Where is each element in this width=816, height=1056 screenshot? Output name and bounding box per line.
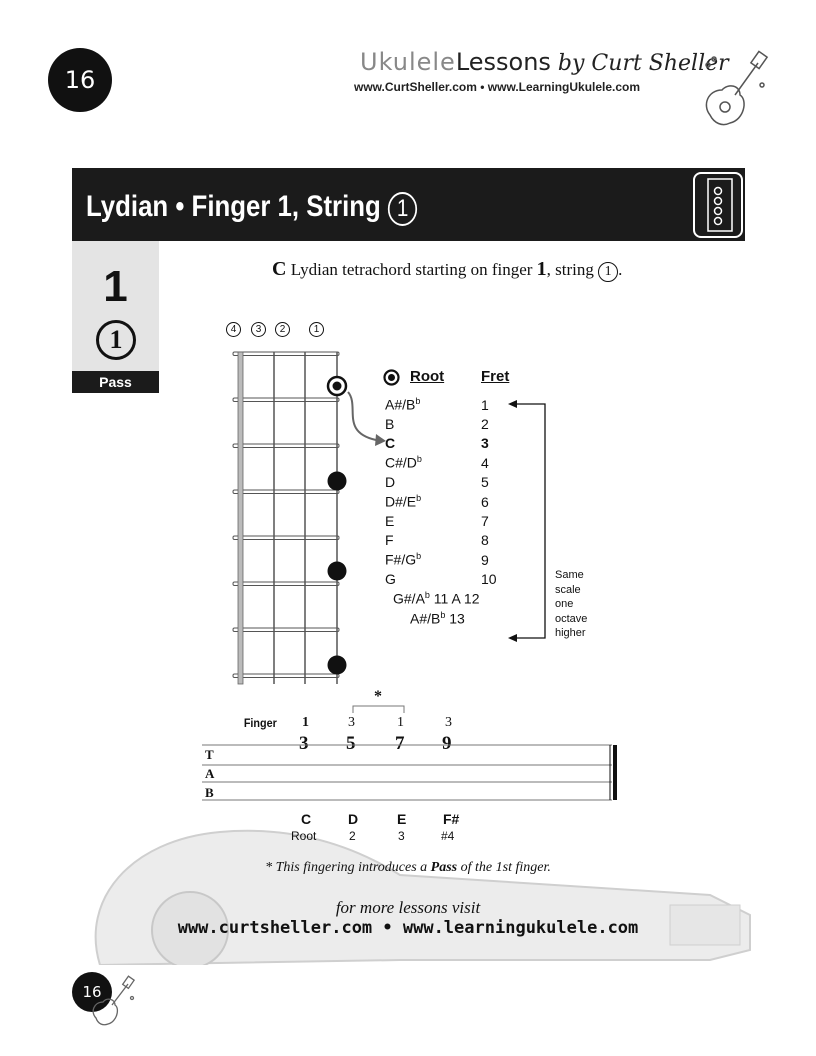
title-string-number: 1 xyxy=(388,192,417,226)
string-label-2: 2 xyxy=(275,322,290,337)
string-label-4: 4 xyxy=(226,322,241,337)
fret-number: 6 xyxy=(481,494,489,510)
tab-number: 9 xyxy=(442,733,452,754)
fret-number: 7 xyxy=(481,513,489,529)
finger-number: 3 xyxy=(348,715,355,730)
scale-degree: #4 xyxy=(441,829,455,843)
scale-note: F# xyxy=(443,811,460,827)
subtitle-key: C xyxy=(272,258,287,280)
more-lessons: for more lessons visit xyxy=(335,898,481,917)
finger-dot xyxy=(328,656,347,675)
header-urls: www.CurtSheller.com • www.LearningUkulele.com xyxy=(354,80,641,94)
scale-degree: 3 xyxy=(398,829,405,843)
subtitle-string: 1 xyxy=(598,262,618,282)
brand-logo xyxy=(360,48,729,78)
fret-number: 10 xyxy=(481,571,497,587)
subtitle-finger: 1 xyxy=(536,258,547,280)
tab-staff xyxy=(200,688,620,808)
note-name: $D\#/E^b$ xyxy=(385,493,422,510)
fret-header: Fret xyxy=(481,368,510,385)
brand-ukulele: Ukulele xyxy=(360,48,456,76)
tab-letter: B xyxy=(205,785,214,800)
note-row-12: $A\#/B^b$ 13 xyxy=(410,610,465,627)
subtitle-text2: , string xyxy=(546,260,599,279)
fret-lines xyxy=(233,352,339,678)
string-labels xyxy=(226,322,346,340)
finger-label: Finger xyxy=(243,716,277,730)
subtitle xyxy=(272,258,622,282)
note-name: E xyxy=(385,513,395,529)
tab-number: 5 xyxy=(346,733,356,754)
brand-lessons: Lessons xyxy=(455,48,551,76)
note-name: F xyxy=(385,532,394,548)
tab-lines xyxy=(200,743,620,803)
pass-label: Pass xyxy=(72,371,159,393)
finger-number: 3 xyxy=(445,715,452,730)
tab-letter: A xyxy=(205,766,215,781)
finger-number: 1 xyxy=(302,715,309,730)
fret-number: 2 xyxy=(481,416,489,432)
scale-note: D xyxy=(348,811,359,827)
scale-note: C xyxy=(301,811,312,827)
side-tab-string: 1 xyxy=(96,320,136,360)
ukulele-icon xyxy=(700,45,770,130)
note-name: D xyxy=(385,474,396,490)
footer-ukulele-icon xyxy=(88,972,138,1028)
subtitle-end: . xyxy=(618,260,623,279)
title-text: Lydian • Finger 1, String xyxy=(86,190,381,223)
scale-degree: 2 xyxy=(349,829,356,843)
root-arrow xyxy=(348,392,376,440)
note-name: $F\#/G^b$ xyxy=(385,551,422,568)
finger-number: 1 xyxy=(397,715,404,730)
note-name: $C\#/D^b$ xyxy=(385,454,422,471)
footer-page-number: 16 xyxy=(82,983,102,1001)
subtitle-text1: Lydian tetrachord starting on finger xyxy=(286,260,537,279)
octave-note: Same scale one octave higher xyxy=(555,569,588,639)
finger-dot xyxy=(328,562,347,581)
footer-urls[interactable]: www.curtsheller.com • www.learningukulele.com xyxy=(177,918,639,938)
page-number-badge xyxy=(48,48,112,112)
root-marker xyxy=(328,377,346,395)
note-name: C xyxy=(385,435,396,451)
side-tab-finger: 1 xyxy=(103,262,128,311)
fret-number: 4 xyxy=(481,455,489,471)
finger-dot xyxy=(328,472,347,491)
ukulele-watermark-icon xyxy=(70,820,760,965)
octave-bracket xyxy=(505,396,550,646)
root-legend-icon xyxy=(383,369,400,386)
tab-letter: T xyxy=(205,747,214,762)
fret-number: 3 xyxy=(481,435,489,451)
tab-number: 7 xyxy=(395,733,405,754)
fretboard-thumbnail-icon xyxy=(692,171,744,239)
scale-degree: Root xyxy=(291,829,317,843)
note-name: B xyxy=(385,416,395,432)
brand-author: by Curt Sheller xyxy=(550,51,729,76)
fret-number: 1 xyxy=(481,397,489,413)
fret-number: 5 xyxy=(481,474,489,490)
note-name: G xyxy=(385,571,396,587)
tab-number: 3 xyxy=(299,733,309,754)
scale-note: E xyxy=(397,811,407,827)
fret-number: 8 xyxy=(481,532,489,548)
page-number: 16 xyxy=(64,66,96,94)
root-header: Root xyxy=(410,368,445,385)
fret-number: 9 xyxy=(481,552,489,568)
page-title xyxy=(86,190,417,226)
pass-bracket xyxy=(352,704,406,714)
pass-asterisk: * xyxy=(374,688,382,705)
note-row-11: $G\#/A^b$ 11 A 12 xyxy=(393,590,480,607)
string-label-1: 1 xyxy=(309,322,324,337)
string-label-3: 3 xyxy=(251,322,266,337)
footnote: * This fingering introduces a Pass of the 1st finger. xyxy=(265,860,551,875)
note-name: $A\#/B^b$ xyxy=(385,396,421,413)
